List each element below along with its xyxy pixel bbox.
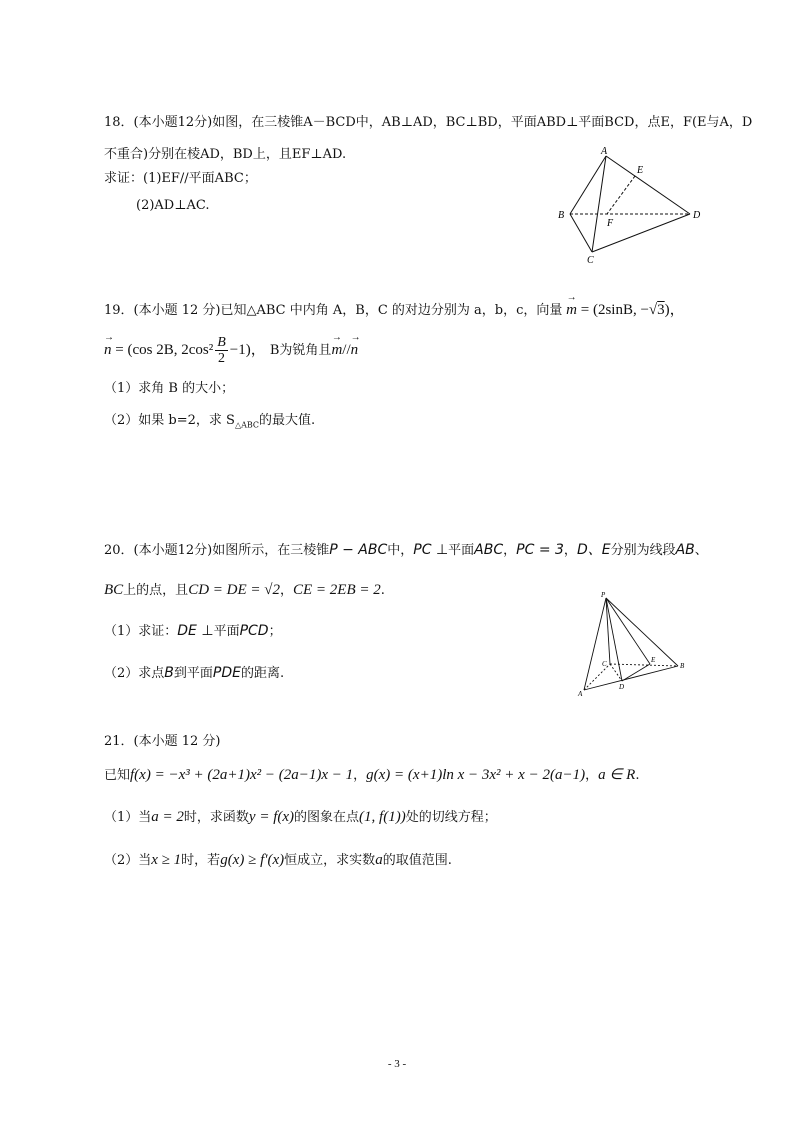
q18-line2: 不重合)分别在棱AD，BD上，且EF⊥AD.: [104, 147, 347, 162]
q20-figure: [572, 588, 694, 698]
n-expression-end: −1)，: [229, 342, 266, 358]
q19-sub2: [104, 412, 315, 435]
edge-AB: [570, 156, 606, 214]
parallel-m: m: [331, 342, 343, 358]
q20-sub1-math-de: DE ⊥: [177, 623, 214, 639]
q19-sub2-subscript: △ABC: [234, 420, 260, 430]
q21-f-definition: f(x) = −x³ + (2a+1)x² − (2a−1)x − 1: [130, 767, 354, 783]
label-D: D: [619, 683, 625, 691]
label-P: P: [601, 591, 606, 599]
q20-text-d: ，: [563, 543, 577, 558]
m-sqrt: 3: [657, 302, 665, 318]
q20-math-ce: CE = 2EB = 2: [293, 582, 381, 598]
q19-sub2-end: 的最大值.: [259, 413, 316, 428]
label-F: F: [607, 218, 614, 229]
q19-line2-text: B为锐角且: [269, 343, 332, 358]
q21-sub1-text: （1）当: [104, 810, 152, 825]
label-B: B: [558, 210, 565, 221]
m-expression: = (2sinB, −: [580, 302, 649, 318]
q21-sub2-inequality: g(x) ≥ f′(x): [220, 852, 285, 868]
q21-sub1-mid1: 时，求函数: [183, 810, 249, 825]
q20-sub1-math-pcd: PCD: [239, 623, 269, 639]
q20-line2-text: 上的点，且: [123, 583, 189, 598]
q21-sub1-a2: a = 2: [151, 809, 184, 825]
q19-sub1: （1）求角 B 的大小；: [104, 381, 235, 396]
label-C: C: [587, 255, 594, 266]
q21-sub2-mid2: 恒成立，求实数: [284, 853, 376, 868]
label-E: E: [637, 165, 644, 176]
q20-sub2-math-pde: PDE: [212, 665, 241, 681]
q20-math-p-abc: P − ABC: [329, 542, 388, 558]
q20-line2-sep: ，: [280, 583, 294, 598]
q21-sub2-a: a: [375, 852, 383, 868]
q21-sub2-x-ge-1: x ≥ 1: [151, 852, 182, 868]
q21-sub2: [104, 851, 452, 870]
m-expression-end: )，: [664, 302, 685, 318]
q20-sub2: [104, 664, 284, 683]
edge-BC: [570, 214, 592, 252]
label-C: C: [602, 660, 607, 668]
q20-math-ab: AB: [675, 542, 695, 558]
label-A: A: [578, 690, 583, 698]
q21-sub2-text: （2）当: [104, 853, 152, 868]
q21-sep: ，: [353, 768, 367, 783]
q20-math-pc-perp: PC ⊥: [413, 542, 449, 558]
q20-sub1-end: ；: [268, 624, 282, 639]
q20-sub2-text: （2）求点: [104, 666, 165, 681]
q20-math-abc: ABC: [474, 542, 504, 558]
q21-end: .: [635, 768, 640, 783]
q19-sub2-text: （2）如果 b=2，求 S: [104, 413, 235, 428]
q21-sub1-end: 处的切线方程；: [405, 810, 497, 825]
q21-title: 21．(本小题 12 分): [104, 734, 221, 749]
q21-sub1: [104, 808, 497, 827]
vector-m: m: [566, 302, 577, 318]
edge-AD: [606, 156, 690, 214]
q21-sub1-point: (1, f(1)): [359, 809, 406, 825]
q20-text-b: 平面: [448, 543, 475, 558]
q20-sub2-math-b: B: [164, 665, 174, 681]
q20-line1: [104, 541, 708, 560]
q18-line1: 18．(本小题12分)如图，在三棱锥A－BCD中，AB⊥AD，BC⊥BD，平面ABD⊥平面BCD，点E，F(E与A，D: [104, 115, 753, 130]
edge-PA: [584, 598, 606, 690]
q19-line1-text: 19．(本小题 12 分)已知△ABC 中内角 A，B，C 的对边分别为 a，b，c，向量: [104, 303, 563, 318]
q20-text-e: 分别为线段: [610, 543, 676, 558]
q20-math-cd-de: CD = DE = √2: [188, 582, 280, 598]
q20-text-a: 中，: [387, 543, 414, 558]
q21-a-in-r: a ∈ R: [598, 767, 636, 783]
q20-math-pc3: PC = 3: [516, 542, 564, 558]
vector-n: n: [104, 342, 112, 358]
q21-given-text: 已知: [104, 768, 131, 783]
q18-line3: 求证：(1)EF//平面ABC；: [104, 171, 257, 186]
edge-AB: [584, 666, 678, 690]
q21-sub1-mid2: 的图象在点: [294, 810, 360, 825]
q20-line2: [104, 581, 385, 600]
label-D: D: [693, 210, 701, 221]
label-B: B: [680, 662, 685, 670]
q20-sub2-mid: 到平面: [173, 666, 213, 681]
edge-AC: [592, 156, 606, 252]
q20-sub1-mid: 平面: [213, 624, 240, 639]
edge-CB: [610, 664, 678, 666]
q20-line2-end: .: [380, 583, 385, 598]
q21-sub2-end: 的取值范围.: [382, 853, 452, 868]
q20-sub1: [104, 622, 282, 641]
q20-text-f: 、: [694, 543, 708, 558]
q20-sub1-text: （1）求证：: [104, 624, 178, 639]
q21-given: [104, 766, 639, 785]
page-number: - 3 -: [387, 1058, 407, 1070]
edge-EF: [607, 176, 635, 214]
q20-math-de: D、E: [576, 542, 611, 558]
q18-figure: [555, 146, 715, 268]
q19-line1: 19．(本小题 12 分)已知△ABC 中内角 A，B，C 的对边分别为 a，b，c，向量 → m = (2sinB, −√3)，: [104, 301, 685, 320]
n-expression: = (cos 2B, 2cos²: [115, 342, 214, 358]
q20-sub2-end: 的距离.: [240, 666, 285, 681]
parallel-n: n: [350, 342, 359, 358]
label-A: A: [601, 146, 608, 157]
q21-sub2-mid1: 时，若: [181, 853, 221, 868]
q19-line2: [104, 335, 358, 366]
n-frac-num: B: [217, 335, 226, 351]
q21-sub1-yfx: y = f(x): [248, 809, 295, 825]
q20-line1-text: 20．(本小题12分)如图所示，在三棱锥: [104, 543, 330, 558]
q18-line4: (2)AD⊥AC.: [136, 198, 210, 213]
edge-ED: [622, 664, 650, 681]
q21-sep2: ，: [585, 768, 599, 783]
q20-math-bc: BC: [104, 582, 124, 598]
q21-g-definition: g(x) = (x+1)ln x − 3x² + x − 2(a−1): [366, 767, 586, 783]
parallel-symbol: //: [342, 342, 351, 358]
label-E: E: [651, 656, 656, 664]
n-frac-den: 2: [217, 351, 225, 367]
q20-text-c: ，: [503, 543, 517, 558]
